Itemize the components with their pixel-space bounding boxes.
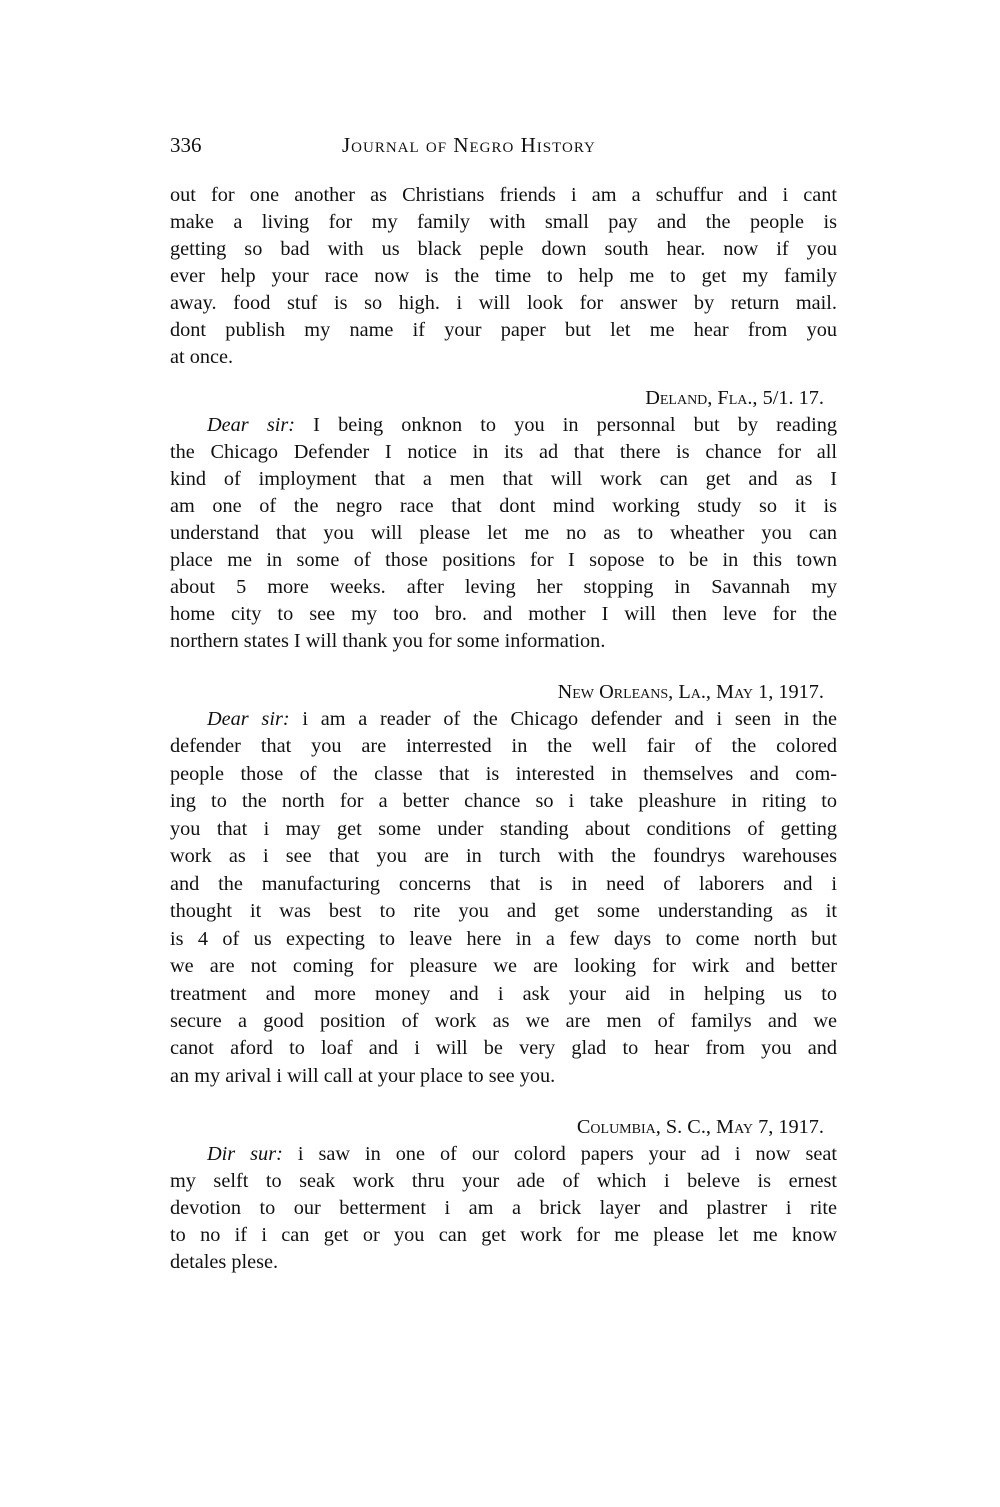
text-line: place me in some of those positions for I sopose to be in this town xyxy=(170,549,837,571)
text-line: out for one another as Christians friends i am a schuffur and i cant xyxy=(170,184,837,206)
text-line: i am a reader of the Chicago defender and i seen in the xyxy=(289,708,837,730)
salutation: Dear sir: xyxy=(207,414,296,436)
text-line: secure a good position of work as we are men of familys and we xyxy=(170,1010,837,1032)
running-head: Journal of Negro History xyxy=(342,133,596,157)
text-line: kind of imployment that a men that will work can get and as I xyxy=(170,468,837,490)
text-line: people those of the classe that is interested in themselves and com- xyxy=(170,763,837,785)
text-line: i saw in one of our colord papers your ad i now seat xyxy=(282,1143,837,1165)
letter-first-line xyxy=(207,412,837,439)
text-line: northern states I will thank you for some information. xyxy=(170,630,606,652)
text-line: dont publish my name if your paper but let me hear from you xyxy=(170,319,837,341)
text-line: home city to see my too bro. and mother I will then leve for the xyxy=(170,603,837,625)
text-line: work as i see that you are in turch with the foundrys warehouses xyxy=(170,845,837,867)
text-line: I being onknon to you in personnal but by reading xyxy=(295,414,837,436)
text-line: away. food stuf is so high. i will look for answer by return mail. xyxy=(170,292,837,314)
letter-heading: Deland, Fla., 5/1. 17. xyxy=(645,387,824,409)
letter-heading: New Orleans, La., May 1, 1917. xyxy=(557,681,824,703)
text-line: thought it was best to rite you and get some understanding as it xyxy=(170,900,837,922)
text-line: an my arival i will call at your place to see you. xyxy=(170,1065,556,1087)
text-line: and the manufacturing concerns that is in need of laborers and i xyxy=(170,873,837,895)
letter-first-line xyxy=(207,706,837,733)
salutation: Dear sir: xyxy=(207,708,290,730)
text-line: defender that you are interrested in the well fair of the colored xyxy=(170,735,837,757)
page-number: 336 xyxy=(170,133,202,157)
text-line: canot aford to loaf and i will be very glad to hear from you and xyxy=(170,1037,837,1059)
letter-heading: Columbia, S. C., May 7, 1917. xyxy=(576,1116,824,1138)
text-line: treatment and more money and i ask your aid in helping us to xyxy=(170,983,837,1005)
text-line: you that i may get some under standing about conditions of getting xyxy=(170,818,837,840)
text-line: devotion to our betterment i am a brick layer and plastrer i rite xyxy=(170,1197,837,1219)
text-line: understand that you will please let me no as to wheather you can xyxy=(170,522,837,544)
letter-first-line xyxy=(207,1141,837,1168)
text-line: my selft to seak work thru your ade of which i beleve is ernest xyxy=(170,1170,837,1192)
text-line: at once. xyxy=(170,346,234,368)
text-line: make a living for my family with small pay and the people is xyxy=(170,211,837,233)
text-line: is 4 of us expecting to leave here in a few days to come north but xyxy=(170,928,837,950)
text-line: to no if i can get or you can get work for me please let me know xyxy=(170,1224,837,1246)
text-line: detales plese. xyxy=(170,1251,279,1273)
text-line: ever help your race now is the time to help me to get my family xyxy=(170,265,837,287)
text-line: getting so bad with us black peple down south hear. now if you xyxy=(170,238,837,260)
text-line: am one of the negro race that dont mind working study so it is xyxy=(170,495,837,517)
text-line: we are not coming for pleasure we are looking for wirk and better xyxy=(170,955,837,977)
text-line: about 5 more weeks. after leving her stopping in Savannah my xyxy=(170,576,837,598)
text-line: the Chicago Defender I notice in its ad that there is chance for all xyxy=(170,441,837,463)
text-line: ing to the north for a better chance so i take pleashure in riting to xyxy=(170,790,837,812)
salutation: Dir sur: xyxy=(207,1143,283,1165)
